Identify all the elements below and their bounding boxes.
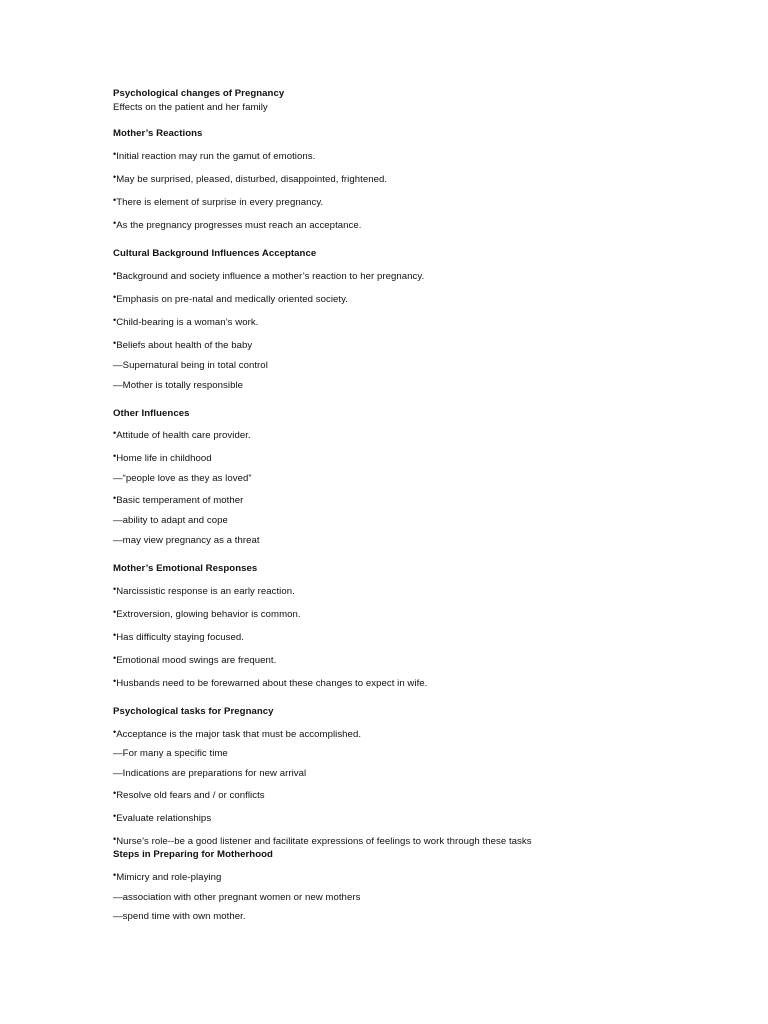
bullet-marker: •: [113, 834, 117, 844]
section-heading: Steps in Preparing for Motherhood: [113, 849, 273, 860]
bullet-item: [113, 452, 753, 465]
line-text: Acceptance is the major task that must be accomplished.: [116, 729, 362, 740]
bullet-marker: •: [113, 292, 117, 302]
bullet-marker: •: [113, 315, 117, 325]
sub-item: [113, 768, 753, 780]
line-text: Child-bearing is a woman’s work.: [116, 317, 259, 328]
line-text: Indications are preparations for new arrival: [122, 768, 307, 779]
section-heading: Other Influences: [113, 408, 190, 419]
bullet-item: [113, 789, 753, 802]
line-text: Beliefs about health of the baby: [116, 340, 253, 351]
bullet-item: [113, 654, 753, 667]
sub-item: [113, 911, 753, 923]
bullet-item: [113, 270, 753, 283]
bullet-marker: •: [113, 218, 117, 228]
bullet-item: [113, 812, 753, 825]
dash-marker: —: [113, 748, 123, 759]
dash-marker: —: [113, 360, 123, 371]
line-text: Nurse’s role--be a good listener and facilitate expressions of feelings to work through these tasks: [116, 836, 532, 847]
bullet-marker: •: [113, 451, 117, 461]
line-text: “people love as they as loved”: [122, 473, 252, 484]
line-text: Emphasis on pre-natal and medically oriented society.: [116, 294, 348, 305]
line-text: For many a specific time: [122, 748, 228, 759]
line-text: Background and society influence a mother’s reaction to her pregnancy.: [116, 271, 425, 282]
section-heading: Psychological tasks for Pregnancy: [113, 706, 274, 717]
bullet-marker: •: [113, 172, 117, 182]
line-text: Home life in childhood: [116, 453, 212, 464]
section-heading: Mother’s Emotional Responses: [113, 563, 258, 574]
bullet-marker: •: [113, 788, 117, 798]
line-text: Basic temperament of mother: [116, 495, 244, 506]
line-text: Extroversion, glowing behavior is common.: [116, 609, 301, 620]
section-heading: Cultural Background Influences Acceptance: [113, 248, 317, 259]
bullet-item: [113, 871, 753, 884]
sub-item: [113, 473, 753, 485]
bullet-marker: •: [113, 727, 117, 737]
line-text: Husbands need to be forewarned about these changes to expect in wife.: [116, 678, 428, 689]
line-text: Supernatural being in total control: [122, 360, 268, 371]
line-text: Mother is totally responsible: [122, 380, 244, 391]
section-heading: Mother’s Reactions: [113, 128, 203, 139]
line-text: ability to adapt and cope: [122, 515, 228, 526]
section-heading: Psychological changes of Pregnancy: [113, 88, 285, 99]
bullet-item: [113, 608, 753, 621]
line-text: spend time with own mother.: [122, 911, 246, 922]
line-text: Initial reaction may run the gamut of emotions.: [116, 151, 316, 162]
bullet-marker: •: [113, 584, 117, 594]
subtitle: [113, 102, 753, 114]
bullet-item: [113, 631, 753, 644]
sub-item: [113, 515, 753, 527]
bullet-marker: •: [113, 269, 117, 279]
bullet-marker: •: [113, 607, 117, 617]
dash-marker: —: [113, 768, 123, 779]
bullet-marker: •: [113, 653, 117, 663]
sub-item: [113, 360, 753, 372]
bullet-item: [113, 339, 753, 352]
bullet-marker: •: [113, 493, 117, 503]
line-text: May be surprised, pleased, disturbed, disappointed, frightened.: [116, 174, 388, 185]
bullet-item: [113, 219, 753, 232]
bullet-marker: •: [113, 630, 117, 640]
bullet-item: [113, 196, 753, 209]
dash-marker: —: [113, 535, 123, 546]
line-text: Effects on the patient and her family: [113, 102, 268, 113]
bullet-marker: •: [113, 338, 117, 348]
line-text: Resolve old fears and / or conflicts: [116, 790, 265, 801]
document-page: [113, 88, 753, 923]
bullet-item: [113, 494, 753, 507]
line-text: There is element of surprise in every pregnancy.: [116, 197, 324, 208]
bullet-item: [113, 293, 753, 306]
bullet-marker: •: [113, 676, 117, 686]
bullet-marker: •: [113, 149, 117, 159]
dash-marker: —: [113, 515, 123, 526]
line-text: association with other pregnant women or new mothers: [122, 892, 361, 903]
sub-item: [113, 748, 753, 760]
dash-marker: —: [113, 911, 123, 922]
dash-marker: —: [113, 892, 123, 903]
line-text: Mimicry and role-playing: [116, 872, 222, 883]
sub-item: [113, 892, 753, 904]
line-text: Evaluate relationships: [116, 813, 212, 824]
bullet-item: [113, 728, 753, 741]
bullet-marker: •: [113, 811, 117, 821]
bullet-item: [113, 585, 753, 598]
bullet-item: [113, 316, 753, 329]
line-text: may view pregnancy as a threat: [122, 535, 260, 546]
sub-item: [113, 535, 753, 547]
line-text: Has difficulty staying focused.: [116, 632, 244, 643]
line-text: Narcissistic response is an early reaction.: [116, 586, 295, 597]
bullet-marker: •: [113, 195, 117, 205]
bullet-item: [113, 173, 753, 186]
line-text: Attitude of health care provider.: [116, 430, 251, 441]
line-text: As the pregnancy progresses must reach an acceptance.: [116, 220, 362, 231]
line-text: Emotional mood swings are frequent.: [116, 655, 277, 666]
dash-marker: —: [113, 380, 123, 391]
bullet-marker: •: [113, 870, 117, 880]
bullet-item: [113, 835, 753, 848]
dash-marker: —: [113, 473, 123, 484]
bullet-item: [113, 150, 753, 163]
bullet-item: [113, 677, 753, 690]
bullet-item: [113, 429, 753, 442]
bullet-marker: •: [113, 428, 117, 438]
sub-item: [113, 380, 753, 392]
